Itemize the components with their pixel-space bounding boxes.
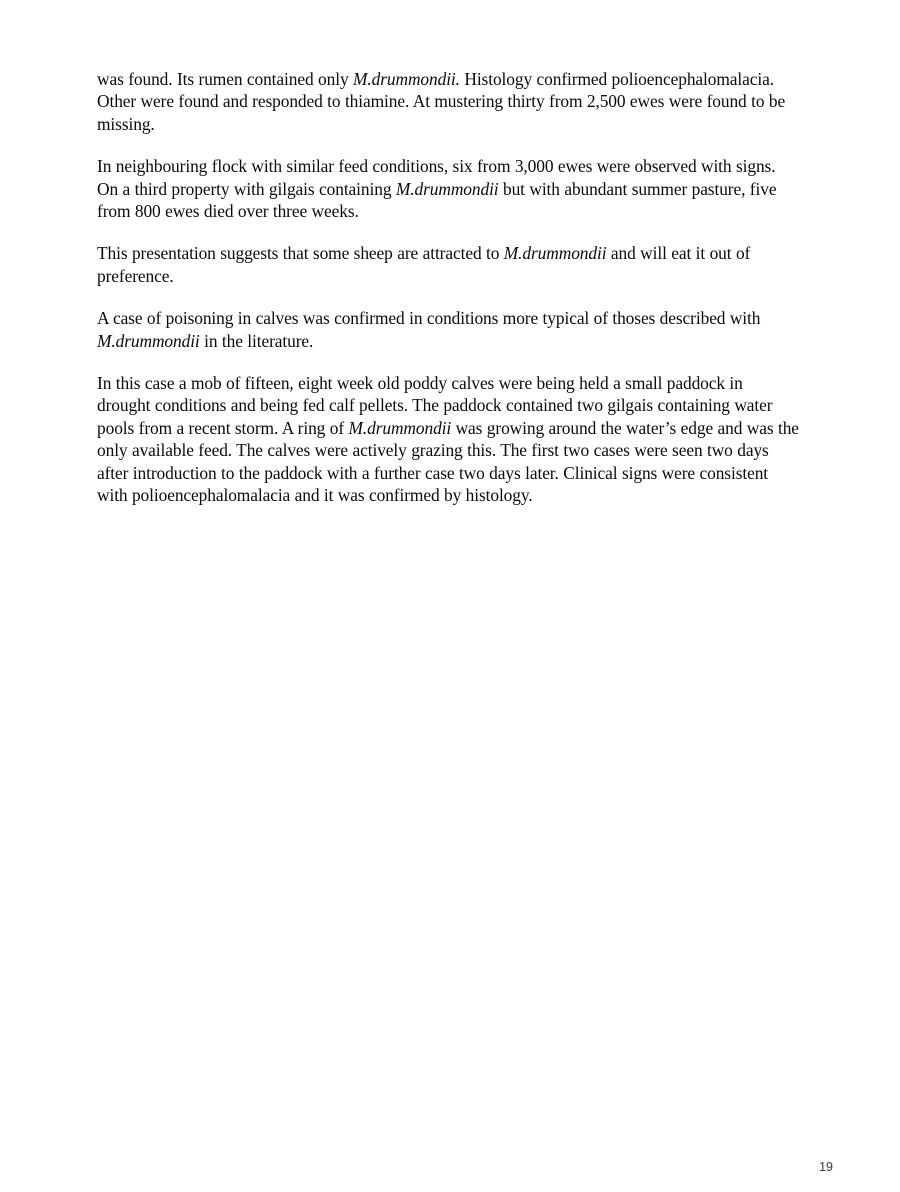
- text-run: but with abundant summer pasture, five from 800 ewes died over three weeks.: [97, 178, 777, 222]
- species-name-italic: M.drummondii: [97, 330, 200, 351]
- body-text-column: [97, 68, 799, 507]
- species-name-italic: M.drummondii.: [353, 69, 460, 89]
- text-run: In neighbouring flock with similar feed conditions, six from 3,000 ewes were observed with signs. On a third property with gilgais containing: [97, 156, 776, 199]
- species-name-italic: M.drummondii: [395, 178, 499, 199]
- text-run: was growing around the water’s edge and was the only available feed. The calves were actively grazing this. The first two cases were seen two days after introduction to the paddock with a further case two days later. Clinical signs were consistent with polioencephalomalacia and it was confirmed by histology.: [97, 417, 799, 506]
- body-paragraph: [97, 242, 799, 287]
- text-run: was found. Its rumen contained only: [97, 69, 353, 89]
- species-name-italic: M.drummondii: [503, 243, 607, 264]
- text-run: In this case a mob of fifteen, eight week old poddy calves were being held a small paddock in drought conditions and being fed calf pellets. The paddock contained two gilgais containing water pools from a recent storm. A ring of: [97, 373, 773, 438]
- body-paragraph: [97, 68, 799, 135]
- body-paragraph: [97, 307, 799, 352]
- text-run: in the literature.: [199, 330, 314, 351]
- body-paragraph: [97, 372, 799, 506]
- text-run: and will eat it out of preference.: [97, 243, 751, 286]
- text-run: This presentation suggests that some sheep are attracted to: [97, 243, 504, 264]
- text-run: A case of poisoning in calves was confirmed in conditions more typical of thoses described with: [97, 308, 761, 329]
- page-number: 19: [819, 1160, 833, 1174]
- species-name-italic: M.drummondii: [348, 417, 452, 438]
- body-paragraph: [97, 155, 799, 222]
- text-run: Histology confirmed polioencephalomalacia. Other were found and responded to thiamine. At mustering thirty from 2,500 ewes were found to be missing.: [97, 69, 786, 134]
